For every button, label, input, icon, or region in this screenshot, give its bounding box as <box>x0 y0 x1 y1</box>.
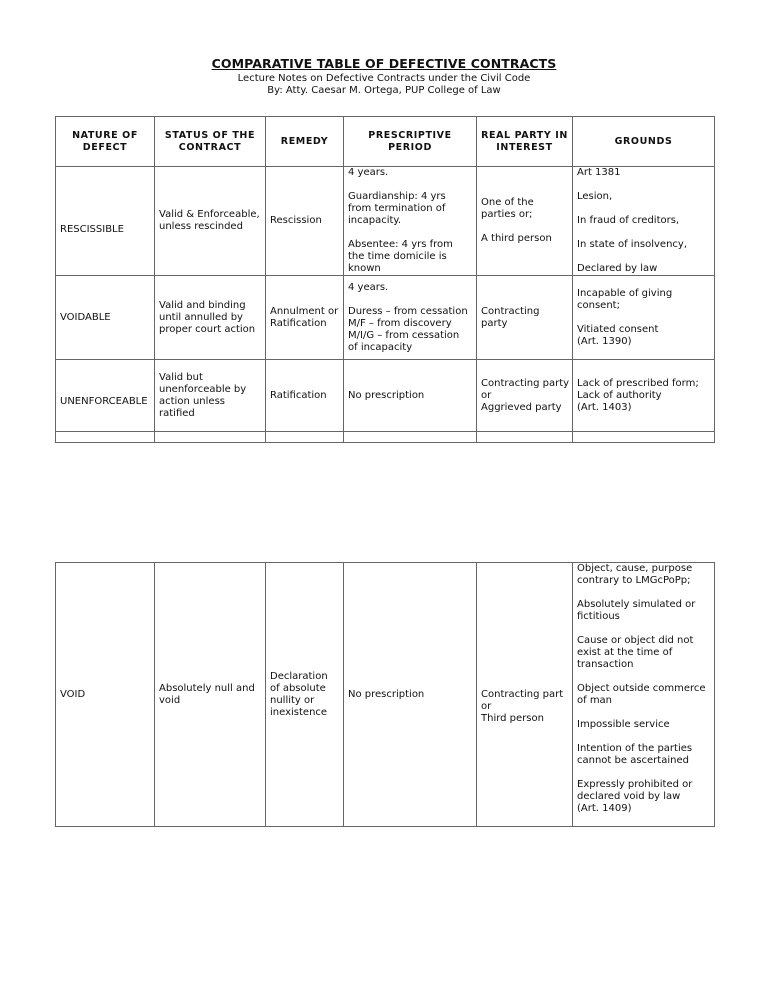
grounds-line: Impossible service <box>577 719 670 730</box>
header-period: PRESCRIPTIVE PERIOD <box>344 117 477 167</box>
cell-nature: RESCISSIBLE <box>56 167 155 276</box>
party-line: Contracting party <box>481 377 570 389</box>
cell-remedy: Annulment or Ratification <box>266 276 344 360</box>
period-line: M/I/G – from cessation of incapacity <box>348 329 460 353</box>
cell-status: Absolutely null and void <box>155 563 266 827</box>
period-line: 4 years. <box>348 281 389 293</box>
document-subtitle: Lecture Notes on Defective Contracts under the Civil Code <box>237 73 531 84</box>
grounds-line: Lesion, <box>577 191 613 202</box>
grounds-line: Lack of prescribed form; <box>577 377 699 389</box>
cell-grounds <box>573 360 715 432</box>
grounds-line: In state of insolvency, <box>577 239 688 250</box>
cell-status: Valid but unenforceable by action unless ratified <box>155 360 266 432</box>
cell-empty <box>344 432 477 443</box>
cell-empty <box>266 432 344 443</box>
cell-nature: UNENFORCEABLE <box>56 360 155 432</box>
cell-nature: VOIDABLE <box>56 276 155 360</box>
grounds-line: Declared by law <box>577 263 658 274</box>
cell-period <box>344 167 477 276</box>
grounds-line: Expressly prohibited or declared void by law <box>577 779 693 802</box>
grounds-line: Vitiated consent <box>577 323 659 335</box>
defective-contracts-table <box>55 116 715 443</box>
table-header-row <box>56 117 715 167</box>
grounds-line: Object outside commerce of man <box>577 683 706 706</box>
header-remedy: REMEDY <box>266 117 344 167</box>
table-row-rescissible <box>56 167 715 276</box>
party-line: A third person <box>481 233 552 244</box>
cell-remedy: Rescission <box>266 167 344 276</box>
document-title: COMPARATIVE TABLE OF DEFECTIVE CONTRACTS <box>211 56 557 71</box>
cell-empty <box>573 432 715 443</box>
header-status: STATUS OF THE CONTRACT <box>155 117 266 167</box>
cell-period: No prescription <box>344 360 477 432</box>
period-line: Absentee: 4 yrs from the time domicile is known <box>348 239 453 274</box>
grounds-line: Art 1381 <box>577 167 621 178</box>
table-row-unenforceable <box>56 360 715 432</box>
cell-empty <box>477 432 573 443</box>
cell-grounds <box>573 276 715 360</box>
cell-remedy: Ratification <box>266 360 344 432</box>
cell-nature: VOID <box>56 563 155 827</box>
period-line: 4 years. <box>348 167 389 178</box>
cell-party <box>477 167 573 276</box>
party-line: Contracting part <box>481 688 564 700</box>
cell-empty <box>155 432 266 443</box>
party-line: Third person <box>481 712 544 724</box>
cell-grounds <box>573 167 715 276</box>
party-line: Aggrieved party <box>481 401 562 413</box>
cell-status: Valid and binding until annulled by proper court action <box>155 276 266 360</box>
cell-empty <box>56 432 155 443</box>
header-party: REAL PARTY IN INTEREST <box>477 117 573 167</box>
cell-period <box>344 276 477 360</box>
grounds-line: Cause or object did not exist at the time of transaction <box>577 635 694 670</box>
grounds-line: Intention of the parties cannot be ascertained <box>577 743 693 766</box>
cell-party: Contracting party <box>477 276 573 360</box>
party-line: One of the parties or; <box>481 197 534 220</box>
grounds-line: Lack of authority <box>577 389 662 401</box>
cell-remedy: Declaration of absolute nullity or inexistence <box>266 563 344 827</box>
header-nature: NATURE OF DEFECT <box>56 117 155 167</box>
cell-status: Valid & Enforceable, unless rescinded <box>155 167 266 276</box>
party-line: or <box>481 700 492 712</box>
cell-party <box>477 563 573 827</box>
cell-grounds <box>573 563 715 827</box>
grounds-line: Object, cause, purpose contrary to LMGcPoPp; <box>577 563 693 586</box>
party-line: or <box>481 389 492 401</box>
defective-contracts-table-continued <box>55 562 715 827</box>
grounds-line: Incapable of giving consent; <box>577 287 673 311</box>
header-grounds: GROUNDS <box>573 117 715 167</box>
period-line: M/F – from discovery <box>348 317 452 329</box>
period-line: Duress – from cessation <box>348 305 468 317</box>
cell-period: No prescription <box>344 563 477 827</box>
grounds-line: In fraud of creditors, <box>577 215 680 226</box>
table-row-voidable <box>56 276 715 360</box>
grounds-line: Absolutely simulated or fictitious <box>577 599 696 622</box>
table-row-void <box>56 563 715 827</box>
grounds-line: (Art. 1409) <box>577 803 632 814</box>
table-row-empty <box>56 432 715 443</box>
grounds-line: (Art. 1390) <box>577 335 632 347</box>
cell-party <box>477 360 573 432</box>
document-byline: By: Atty. Caesar M. Ortega, PUP College of Law <box>267 85 501 96</box>
period-line: Guardianship: 4 yrs from termination of incapacity. <box>348 191 446 226</box>
grounds-line: (Art. 1403) <box>577 401 632 413</box>
